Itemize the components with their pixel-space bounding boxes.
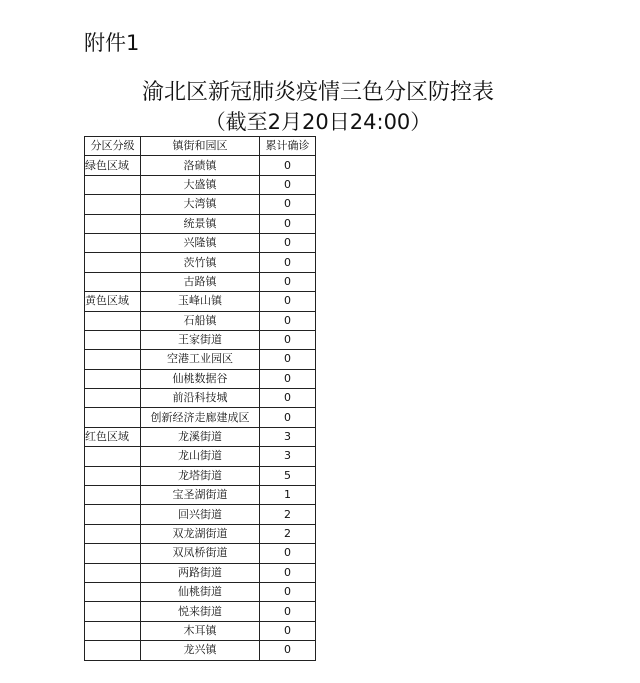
count-cell: 0	[260, 233, 316, 252]
count-cell: 3	[260, 427, 316, 446]
name-cell: 仙桃街道	[141, 582, 260, 601]
table-row	[85, 408, 316, 427]
table-body	[85, 156, 316, 660]
header-count: 累计确诊	[260, 137, 316, 156]
count-cell: 3	[260, 447, 316, 466]
table-header-row	[85, 137, 316, 156]
count-cell: 0	[260, 582, 316, 601]
zone-cell	[85, 253, 141, 272]
table-row	[85, 427, 316, 446]
name-cell: 洛碛镇	[141, 156, 260, 175]
zone-cell	[85, 621, 141, 640]
name-cell: 龙兴镇	[141, 641, 260, 660]
name-cell: 双凤桥街道	[141, 544, 260, 563]
table-row	[85, 292, 316, 311]
zone-cell: 绿色区域	[85, 156, 141, 175]
table-row	[85, 524, 316, 543]
zone-cell: 黄色区域	[85, 292, 141, 311]
table-row	[85, 195, 316, 214]
name-cell: 兴隆镇	[141, 233, 260, 252]
zone-cell	[85, 505, 141, 524]
table-row	[85, 563, 316, 582]
count-cell: 0	[260, 563, 316, 582]
name-cell: 悦来街道	[141, 602, 260, 621]
count-cell: 0	[260, 544, 316, 563]
table-row	[85, 621, 316, 640]
header-zone: 分区分级	[85, 137, 141, 156]
table-row	[85, 369, 316, 388]
count-cell: 0	[260, 195, 316, 214]
table-row	[85, 156, 316, 175]
zone-cell	[85, 369, 141, 388]
zone-cell	[85, 214, 141, 233]
table-row	[85, 350, 316, 369]
name-cell: 统景镇	[141, 214, 260, 233]
count-cell: 5	[260, 466, 316, 485]
count-cell: 0	[260, 214, 316, 233]
count-cell: 0	[260, 253, 316, 272]
zone-cell	[85, 544, 141, 563]
count-cell: 0	[260, 408, 316, 427]
zone-table	[84, 136, 316, 661]
table-row	[85, 544, 316, 563]
zone-cell	[85, 195, 141, 214]
table-row	[85, 175, 316, 194]
name-cell: 创新经济走廊建成区	[141, 408, 260, 427]
name-cell: 双龙湖街道	[141, 524, 260, 543]
zone-cell	[85, 466, 141, 485]
name-cell: 龙溪街道	[141, 427, 260, 446]
zone-cell	[85, 447, 141, 466]
name-cell: 龙塔街道	[141, 466, 260, 485]
zone-cell	[85, 582, 141, 601]
zone-cell	[85, 641, 141, 660]
name-cell: 大湾镇	[141, 195, 260, 214]
name-cell: 古路镇	[141, 272, 260, 291]
name-cell: 两路街道	[141, 563, 260, 582]
zone-cell	[85, 311, 141, 330]
header-name: 镇街和园区	[141, 137, 260, 156]
table-row	[85, 582, 316, 601]
count-cell: 0	[260, 350, 316, 369]
count-cell: 0	[260, 602, 316, 621]
document-title: 渝北区新冠肺炎疫情三色分区防控表	[141, 80, 494, 105]
count-cell: 1	[260, 486, 316, 505]
zone-cell	[85, 233, 141, 252]
name-cell: 王家街道	[141, 330, 260, 349]
count-cell: 0	[260, 641, 316, 660]
attachment-label: 附件1	[84, 31, 140, 55]
zone-cell	[85, 408, 141, 427]
count-cell: 0	[260, 272, 316, 291]
table-row	[85, 311, 316, 330]
name-cell: 茨竹镇	[141, 253, 260, 272]
count-cell: 0	[260, 621, 316, 640]
count-cell: 2	[260, 505, 316, 524]
table-row	[85, 466, 316, 485]
table-row	[85, 233, 316, 252]
table-row	[85, 330, 316, 349]
zone-cell	[85, 524, 141, 543]
count-cell: 0	[260, 156, 316, 175]
zone-cell	[85, 602, 141, 621]
table-row	[85, 505, 316, 524]
count-cell: 0	[260, 369, 316, 388]
table-row	[85, 602, 316, 621]
zone-cell	[85, 486, 141, 505]
count-cell: 0	[260, 389, 316, 408]
name-cell: 宝圣湖街道	[141, 486, 260, 505]
name-cell: 石船镇	[141, 311, 260, 330]
count-cell: 0	[260, 330, 316, 349]
zone-cell	[85, 563, 141, 582]
zone-cell	[85, 272, 141, 291]
table-row	[85, 641, 316, 660]
name-cell: 木耳镇	[141, 621, 260, 640]
document-subtitle: （截至2月20日24:00）	[204, 110, 432, 134]
table-row	[85, 389, 316, 408]
table-row	[85, 253, 316, 272]
count-cell: 0	[260, 311, 316, 330]
name-cell: 大盛镇	[141, 175, 260, 194]
name-cell: 回兴街道	[141, 505, 260, 524]
zone-cell	[85, 350, 141, 369]
count-cell: 0	[260, 292, 316, 311]
name-cell: 玉峰山镇	[141, 292, 260, 311]
table-row	[85, 447, 316, 466]
zone-cell	[85, 389, 141, 408]
table-row	[85, 272, 316, 291]
name-cell: 仙桃数据谷	[141, 369, 260, 388]
name-cell: 龙山街道	[141, 447, 260, 466]
zone-cell: 红色区域	[85, 427, 141, 446]
table-row	[85, 214, 316, 233]
count-cell: 2	[260, 524, 316, 543]
name-cell: 空港工业园区	[141, 350, 260, 369]
count-cell: 0	[260, 175, 316, 194]
name-cell: 前沿科技城	[141, 389, 260, 408]
table-row	[85, 486, 316, 505]
zone-cell	[85, 175, 141, 194]
zone-cell	[85, 330, 141, 349]
